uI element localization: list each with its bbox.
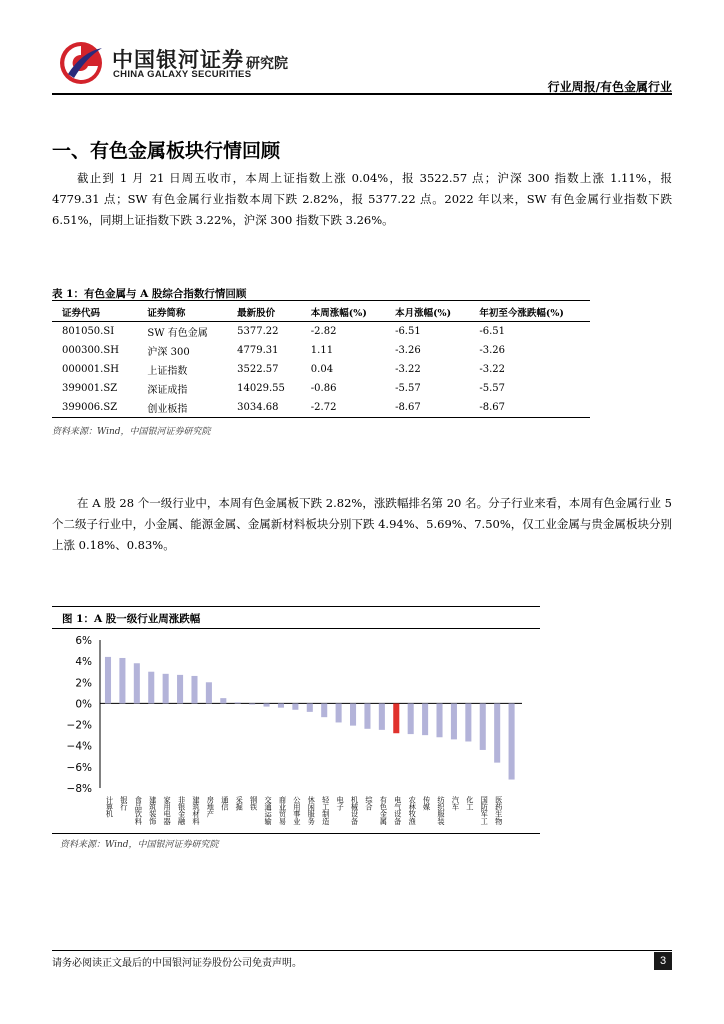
x-tick-label: 通信 — [220, 796, 230, 811]
bar — [436, 703, 442, 737]
cell-week: 0.04 — [310, 364, 334, 375]
table-row — [52, 341, 590, 360]
paragraph-2 — [52, 493, 672, 556]
y-tick-label: 0% — [75, 698, 92, 711]
cell-name: 沪深 300 — [147, 347, 190, 358]
col-header-name: 证券简称 — [137, 302, 227, 322]
x-tick-label: 非银金融 — [177, 796, 187, 825]
x-tick-label: 钢铁 — [249, 796, 259, 811]
bar — [480, 703, 486, 750]
x-tick-label: 计算机 — [105, 796, 115, 818]
x-tick-label: 采掘 — [235, 796, 245, 811]
cell-code: 399001.SZ — [62, 383, 118, 394]
bar — [105, 657, 111, 704]
cell-month: -8.67 — [385, 398, 469, 418]
cell-code: 399006.SZ — [52, 398, 137, 418]
table-title: 表 1：有色金属与 A 股综合指数行情回顾 — [52, 288, 247, 300]
cell-week: -2.82 — [310, 326, 337, 337]
cell-month: -5.57 — [395, 383, 421, 394]
chart-bottom-divider — [52, 833, 540, 834]
table-row — [52, 322, 590, 342]
footer-divider — [52, 950, 672, 951]
bar — [509, 703, 515, 779]
bar — [220, 698, 226, 703]
cell-price: 14029.55 — [237, 383, 285, 394]
bar — [379, 703, 385, 729]
galaxy-logo-icon — [58, 40, 106, 86]
bar — [465, 703, 471, 741]
cell-name: 上证指数 — [147, 366, 188, 377]
cell-price: 3034.68 — [227, 398, 301, 418]
bar — [119, 658, 125, 703]
cell-week: -0.86 — [310, 383, 337, 394]
table-row — [52, 379, 590, 398]
y-tick-label: 2% — [75, 677, 92, 690]
y-tick-label: −6% — [66, 761, 92, 774]
paragraph-2-text: 在 A 股 28 个一级行业中，本周有色金属板下跌 2.82%，涨跌幅排名第 20 名。分子行业来看，本周有色金属行业 5 个二级子行业中，小金属、能源金属、金属新材料板块分别下跌 4.94%、5.69%、7.50%，仅工业金属与贵金属板块分别上涨 0.18%、0.83%。 — [52, 496, 672, 552]
x-tick-label: 综合 — [364, 796, 374, 811]
bar — [494, 703, 500, 762]
x-tick-label: 休闲服务 — [307, 796, 317, 825]
x-tick-label: 化工 — [465, 796, 475, 811]
col-header-week: 本周涨幅(%) — [301, 302, 385, 322]
cell-price: 4779.31 — [237, 345, 279, 356]
x-tick-label: 纺织服装 — [437, 796, 447, 825]
cell-code: 000001.SH — [62, 364, 119, 375]
industry-weekly-change-chart — [52, 630, 540, 832]
bar — [148, 672, 154, 704]
bar — [235, 702, 241, 703]
bar — [134, 663, 140, 703]
y-tick-label: −4% — [66, 740, 92, 753]
logo-institute: 研究院 — [246, 56, 288, 72]
bar — [278, 703, 284, 707]
col-header-ytd: 年初至今涨跌幅(%) — [469, 302, 590, 322]
cell-ytd: -8.67 — [469, 398, 590, 418]
cell-price: 5377.22 — [237, 326, 279, 337]
x-tick-label: 有色金属 — [379, 796, 389, 825]
bar — [336, 703, 342, 722]
y-tick-label: 6% — [75, 635, 92, 647]
cell-code: 000300.SH — [62, 345, 119, 356]
bar — [191, 676, 197, 703]
x-tick-label: 食品饮料 — [134, 796, 144, 825]
index-review-table — [52, 302, 590, 418]
x-tick-label: 机械设备 — [350, 796, 360, 825]
paragraph-1 — [52, 168, 672, 231]
x-tick-label: 银行 — [119, 796, 129, 811]
chart-top-divider — [52, 606, 540, 607]
table-source-note: 资料来源：Wind，中国银河证券研究院 — [52, 427, 211, 437]
col-header-month: 本月涨幅(%) — [385, 302, 469, 322]
x-tick-label: 房地产 — [206, 796, 216, 818]
section-title: 一、有色金属板块行情回顾 — [52, 140, 281, 162]
cell-ytd: -3.26 — [479, 345, 505, 356]
chart-source-note: 资料来源：Wind，中国银河证券研究院 — [60, 840, 219, 850]
x-tick-label: 电子 — [336, 796, 346, 811]
cell-name: SW 有色金属 — [147, 328, 208, 339]
y-tick-label: −2% — [66, 719, 92, 732]
x-tick-label: 汽车 — [451, 796, 461, 811]
bar — [350, 703, 356, 725]
x-tick-label: 商业贸易 — [278, 796, 288, 825]
cell-price: 3522.57 — [237, 364, 279, 375]
x-tick-label: 交通运输 — [264, 796, 274, 825]
report-type: 行业周报/有色金属行业 — [547, 80, 672, 94]
cell-week: -2.72 — [301, 398, 385, 418]
header-divider — [52, 93, 672, 95]
bar — [264, 703, 270, 706]
table-header-row — [52, 302, 590, 322]
bar-highlight — [393, 703, 399, 733]
table-row — [52, 360, 590, 379]
bar — [292, 703, 298, 709]
bar — [249, 703, 255, 704]
cell-ytd: -6.51 — [479, 326, 505, 337]
x-tick-label: 医药生物 — [494, 796, 504, 825]
bar — [307, 703, 313, 711]
col-header-code: 证券代码 — [52, 302, 137, 322]
paragraph-1-text: 截止到 1 月 21 日周五收市，本周上证指数上涨 0.04%，报 3522.57 点；沪深 300 指数上涨 1.11%，报 4779.31 点；SW 有色金属行业指数本周下跌 2.82%，报 5377.22 点。2022 年以来，SW 有色金属行业指数下跌 6.51%，同期上证指数下跌 3.22%，沪深 300 指数下跌 3.26%。 — [52, 171, 672, 227]
bar — [163, 674, 169, 704]
bar — [422, 703, 428, 735]
cell-month: -3.26 — [395, 345, 421, 356]
x-tick-label: 建筑装饰 — [148, 796, 158, 825]
bar — [321, 703, 327, 717]
logo-chinese-name: 中国银河证券 — [112, 48, 244, 72]
bar — [451, 703, 457, 739]
x-tick-label: 农林牧渔 — [408, 796, 418, 825]
chart-title-divider — [52, 628, 540, 629]
bar — [364, 703, 370, 728]
cell-code: 801050.SI — [62, 326, 115, 337]
cell-ytd: -5.57 — [479, 383, 505, 394]
col-header-price: 最新股价 — [227, 302, 301, 322]
bar — [177, 675, 183, 704]
x-tick-label: 建筑材料 — [191, 796, 201, 825]
x-tick-label: 家用电器 — [163, 796, 173, 825]
table-row — [52, 398, 590, 418]
bar — [408, 703, 414, 734]
cell-name: 深证成指 — [147, 385, 188, 396]
cell-ytd: -3.22 — [479, 364, 505, 375]
page-number: 3 — [654, 952, 672, 970]
chart-title: 图 1：A 股一级行业周涨跌幅 — [62, 613, 201, 625]
logo-english-name: CHINA GALAXY SECURITIES — [113, 69, 252, 80]
x-tick-label: 轻工制造 — [321, 796, 331, 825]
y-tick-label: −8% — [66, 783, 92, 795]
x-tick-label: 国防军工 — [480, 796, 490, 825]
bar — [206, 682, 212, 703]
cell-month: -3.22 — [395, 364, 421, 375]
table-top-divider — [52, 300, 590, 301]
cell-month: -6.51 — [395, 326, 421, 337]
cell-week: 1.11 — [310, 345, 334, 356]
footer-disclaimer: 请务必阅读正文最后的中国银河证券股份公司免责声明。 — [52, 958, 302, 969]
cell-name: 创业板指 — [137, 398, 227, 418]
x-tick-label: 电气设备 — [393, 796, 403, 825]
y-tick-label: 4% — [75, 656, 92, 669]
x-tick-label: 公用事业 — [292, 796, 302, 825]
x-tick-label: 传媒 — [422, 796, 432, 811]
